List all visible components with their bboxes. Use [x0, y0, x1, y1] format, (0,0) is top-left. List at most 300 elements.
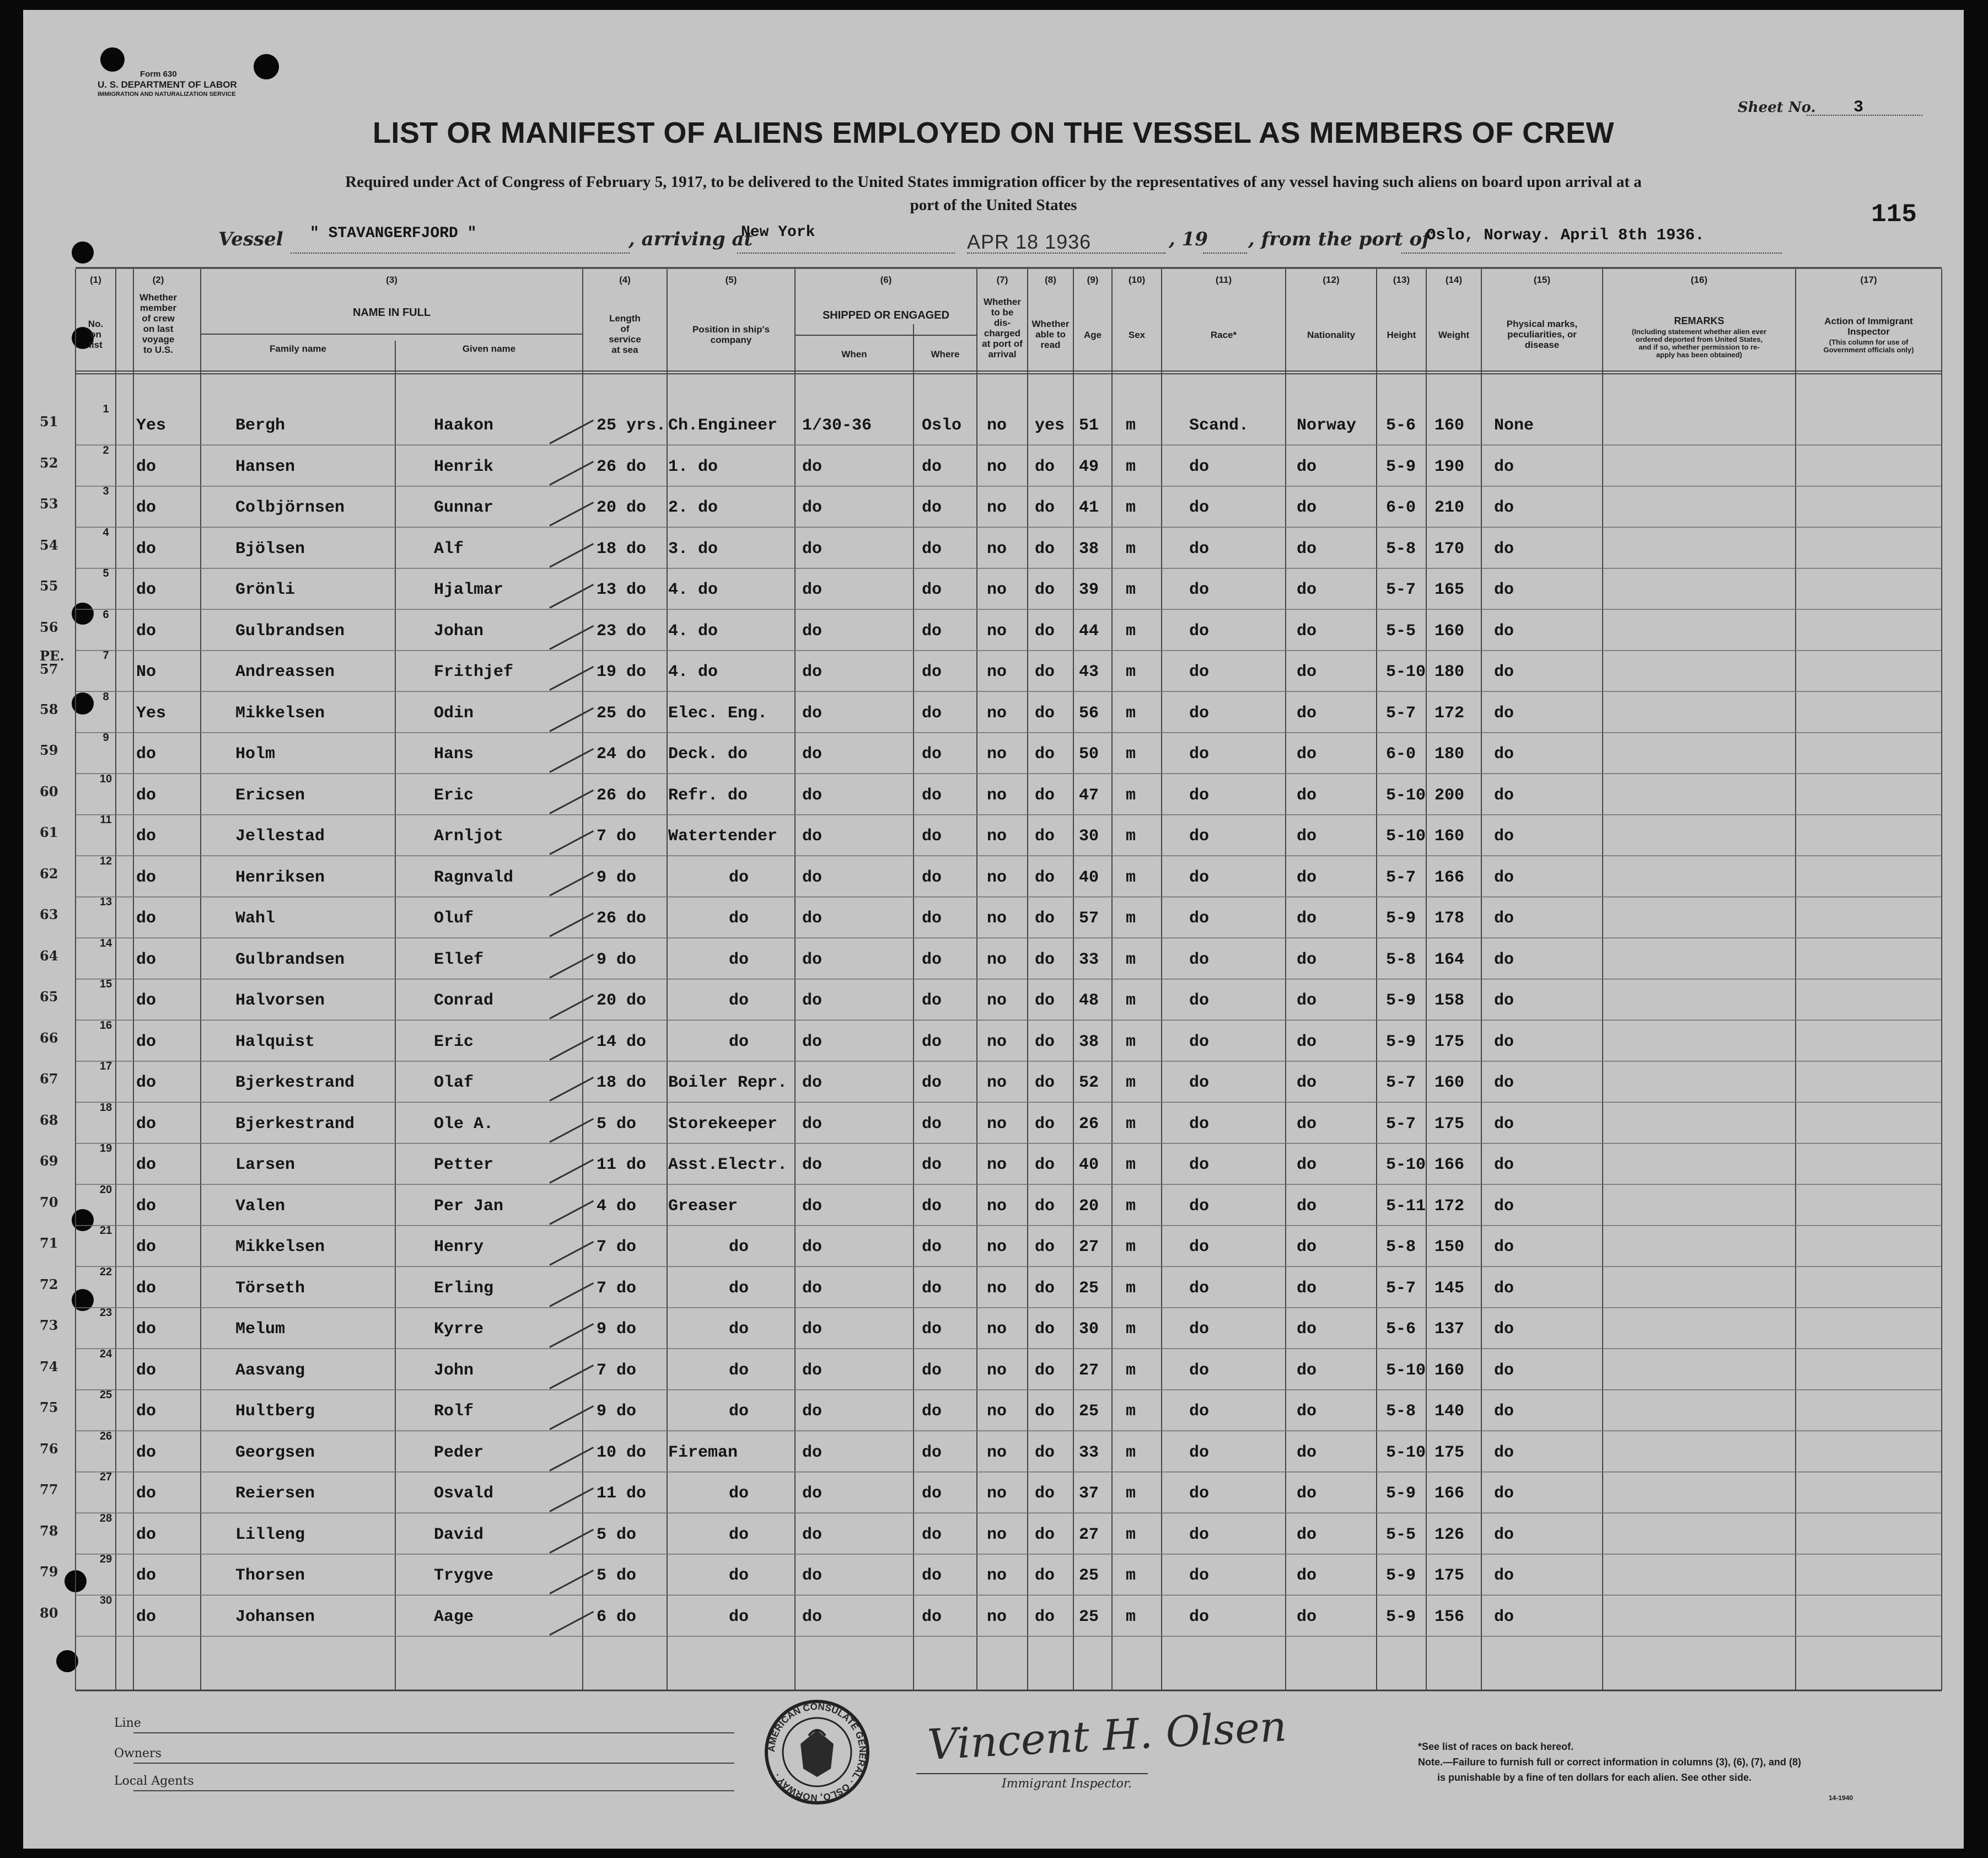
column-label: Action of Immigrant Inspector — [1824, 316, 1913, 337]
age: 43 — [1079, 663, 1099, 681]
height: 5-6 — [1386, 1320, 1416, 1339]
able-to-read: do — [1035, 581, 1055, 599]
list-number: 23 — [99, 1307, 112, 1319]
family-name: Wahl — [235, 909, 276, 928]
list-number: 20 — [99, 1183, 112, 1196]
shipped-where: do — [922, 1073, 942, 1092]
weight: 178 — [1434, 909, 1465, 928]
column-label: Nationality — [1307, 330, 1355, 340]
weight: 160 — [1434, 1361, 1465, 1380]
discharged-at-arrival: no — [987, 1279, 1007, 1298]
nationality: do — [1297, 786, 1317, 805]
shipped-when: do — [802, 868, 823, 887]
family-name: Valen — [235, 1196, 286, 1216]
margin-line-number: 61 — [40, 824, 58, 840]
length-of-service: 18 do — [597, 539, 647, 559]
nationality: do — [1297, 1525, 1317, 1544]
physical-marks: do — [1494, 1443, 1514, 1462]
shipped-where: do — [922, 581, 942, 599]
length-of-service: 18 do — [597, 1073, 647, 1092]
length-of-service: 11 do — [597, 1484, 647, 1503]
margin-line-number: 74 — [40, 1358, 58, 1374]
prev-voyage: do — [136, 950, 157, 969]
able-to-read: do — [1035, 1525, 1055, 1544]
prev-voyage: do — [136, 909, 157, 928]
height: 5-8 — [1386, 1238, 1416, 1256]
length-of-service: 24 do — [597, 745, 647, 764]
nationality: do — [1297, 539, 1317, 559]
able-to-read: do — [1035, 909, 1055, 928]
given-name: Osvald — [434, 1484, 494, 1503]
ship-position: Elec. Eng. — [668, 704, 768, 723]
column-label: No. on list — [88, 319, 104, 350]
height: 5-5 — [1386, 1525, 1416, 1544]
physical-marks: do — [1494, 663, 1514, 681]
ship-position: Deck. do — [668, 745, 748, 764]
nationality: do — [1297, 457, 1317, 476]
sex: m — [1126, 950, 1136, 969]
race: do — [1189, 1402, 1210, 1421]
race: do — [1189, 1443, 1210, 1462]
column-number: (6) — [880, 275, 892, 285]
height: 5-7 — [1386, 868, 1416, 887]
margin-line-number: 64 — [40, 947, 58, 964]
shipped-when: do — [802, 991, 823, 1010]
column-label: Whether member of crew on last voyage to U.S. — [139, 292, 177, 355]
inspector-signature: Vincent H. Olsen — [926, 1701, 1288, 1770]
shipped-where: do — [922, 1443, 942, 1462]
shipped-when: do — [802, 827, 823, 846]
weight: 150 — [1434, 1238, 1465, 1256]
weight: 175 — [1434, 1443, 1465, 1462]
given-name: Trygve — [434, 1566, 494, 1585]
column-sub-label: When — [841, 349, 867, 359]
list-number: 9 — [103, 732, 109, 744]
nationality: do — [1297, 1279, 1317, 1298]
shipped-when: do — [802, 1196, 823, 1216]
race: do — [1189, 1196, 1210, 1216]
margin-line-number: 77 — [40, 1481, 58, 1497]
age: 25 — [1079, 1279, 1099, 1298]
margin-line-number: 60 — [40, 783, 58, 799]
column-label: SHIPPED OR ENGAGED — [822, 309, 950, 321]
length-of-service: 10 do — [597, 1443, 647, 1462]
shipped-where: do — [922, 991, 942, 1010]
ship-position: do — [729, 1279, 749, 1298]
immigrant-inspector-label: Immigrant Inspector. — [1002, 1777, 1132, 1791]
ship-position: do — [729, 1484, 749, 1503]
weight: 140 — [1434, 1402, 1465, 1421]
discharged-at-arrival: no — [987, 581, 1007, 599]
weight: 164 — [1434, 950, 1465, 969]
given-name: Kyrre — [434, 1320, 484, 1339]
height: 5-9 — [1386, 1032, 1416, 1051]
race: do — [1189, 950, 1210, 969]
margin-line-number: 71 — [40, 1235, 58, 1251]
given-name: Oluf — [434, 909, 474, 928]
sex: m — [1126, 663, 1136, 681]
shipped-when: do — [802, 1073, 823, 1092]
physical-marks: do — [1494, 745, 1514, 764]
column-label: Whether to be dis- charged at port of arrival — [982, 297, 1023, 359]
physical-marks: None — [1494, 416, 1534, 435]
ship-position: do — [729, 1032, 749, 1051]
column-label: Whether able to read — [1031, 319, 1070, 350]
physical-marks: do — [1494, 991, 1514, 1010]
physical-marks: do — [1494, 457, 1514, 476]
given-name: Gunnar — [434, 498, 494, 517]
shipped-where: do — [922, 498, 942, 517]
discharged-at-arrival: no — [987, 868, 1007, 887]
race: do — [1189, 581, 1210, 599]
list-number: 17 — [99, 1060, 112, 1072]
ship-position: do — [729, 1361, 749, 1380]
prev-voyage: do — [136, 1525, 157, 1544]
column-number: (1) — [90, 275, 101, 285]
prev-voyage: do — [136, 498, 157, 517]
sex: m — [1126, 1032, 1136, 1051]
list-number: 13 — [99, 896, 112, 908]
able-to-read: do — [1035, 457, 1055, 476]
weight: 175 — [1434, 1032, 1465, 1051]
race: do — [1189, 786, 1210, 805]
form-number: Form 630 — [140, 69, 177, 79]
vessel-name: " STAVANGERFJORD " — [310, 225, 477, 242]
given-name: Aage — [434, 1607, 474, 1626]
vessel-label: Vessel — [218, 228, 283, 250]
discharged-at-arrival: no — [987, 539, 1007, 559]
age: 27 — [1079, 1525, 1099, 1544]
ship-position: do — [729, 909, 749, 928]
ship-position: do — [729, 1402, 749, 1421]
given-name: Haakon — [434, 416, 494, 435]
ship-position: Greaser — [668, 1196, 738, 1216]
able-to-read: do — [1035, 745, 1055, 764]
age: 37 — [1079, 1484, 1099, 1503]
length-of-service: 14 do — [597, 1032, 647, 1051]
nationality: do — [1297, 1443, 1317, 1462]
column-number: (3) — [386, 275, 397, 285]
print-code: 14-1940 — [1829, 1794, 1853, 1802]
height: 6-0 — [1386, 498, 1416, 517]
shipped-where: do — [922, 1320, 942, 1339]
subtitle-line-2: port of the United States — [910, 196, 1077, 214]
discharged-at-arrival: no — [987, 1525, 1007, 1544]
age: 56 — [1079, 704, 1099, 723]
shipped-where: do — [922, 1032, 942, 1051]
race: do — [1189, 1114, 1210, 1134]
height: 6-0 — [1386, 745, 1416, 764]
given-name: Alf — [434, 539, 464, 559]
margin-line-number: 54 — [40, 536, 58, 553]
race: do — [1189, 498, 1210, 517]
list-number: 2 — [103, 444, 109, 457]
sex: m — [1126, 457, 1136, 476]
nationality: do — [1297, 950, 1317, 969]
departure-port-date: Oslo, Norway. April 8th 1936. — [1426, 226, 1705, 244]
age: 33 — [1079, 1443, 1099, 1462]
weight: 166 — [1434, 1484, 1465, 1503]
shipped-when: do — [802, 539, 823, 559]
weight: 160 — [1434, 621, 1465, 641]
length-of-service: 9 do — [597, 1402, 637, 1421]
weight: 165 — [1434, 581, 1465, 599]
shipped-when: do — [802, 498, 823, 517]
sex: m — [1126, 745, 1136, 764]
sex: m — [1126, 1156, 1136, 1174]
length-of-service: 9 do — [597, 950, 637, 969]
shipped-where: do — [922, 539, 942, 559]
ship-position: Boiler Repr. — [668, 1073, 788, 1092]
weight: 126 — [1434, 1525, 1465, 1544]
list-number: 14 — [99, 937, 112, 949]
family-name: Thorsen — [235, 1566, 305, 1585]
able-to-read: do — [1035, 1032, 1055, 1051]
given-name: Frithjef — [434, 663, 514, 681]
able-to-read: do — [1035, 1484, 1055, 1503]
consulate-seal — [762, 1697, 872, 1807]
list-number: 24 — [99, 1347, 112, 1360]
margin-line-number: 63 — [40, 906, 58, 922]
shipped-when: do — [802, 1443, 823, 1462]
manifest-sheet — [23, 10, 1964, 1849]
physical-marks: do — [1494, 1238, 1514, 1256]
physical-marks: do — [1494, 621, 1514, 641]
discharged-at-arrival: no — [987, 1402, 1007, 1421]
able-to-read: do — [1035, 1114, 1055, 1134]
family-name: Bjölsen — [235, 539, 305, 559]
family-name: Andreassen — [235, 663, 335, 681]
length-of-service: 26 do — [597, 457, 647, 476]
race-note: *See list of races on back hereof. — [1418, 1741, 1574, 1752]
column-note: (Including statement whether alien ever ordered deported from United States, and if so, whether permission to re- apply has been obtained) — [1631, 327, 1767, 359]
length-of-service: 7 do — [597, 1238, 637, 1256]
column-number: (5) — [725, 275, 737, 285]
sex: m — [1126, 539, 1136, 559]
fine-note-2: is punishable by a fine of ten dollars for each alien. See other side. — [1437, 1772, 1752, 1783]
given-name: Ole A. — [434, 1114, 494, 1134]
given-name: Johan — [434, 621, 484, 641]
ship-position: 4. do — [668, 663, 718, 681]
column-label: Weight — [1438, 330, 1470, 340]
length-of-service: 20 do — [597, 498, 647, 517]
physical-marks: do — [1494, 1196, 1514, 1216]
sex: m — [1126, 991, 1136, 1010]
shipped-when: do — [802, 581, 823, 599]
margin-line-number: 67 — [40, 1071, 58, 1087]
column-number: (16) — [1690, 275, 1708, 285]
given-name: Eric — [434, 1032, 474, 1051]
height: 5-11 — [1386, 1196, 1426, 1216]
race: do — [1189, 1238, 1210, 1256]
sex: m — [1126, 1279, 1136, 1298]
discharged-at-arrival: no — [987, 1156, 1007, 1174]
shipped-when: do — [802, 1361, 823, 1380]
family-name: Hansen — [235, 457, 295, 476]
able-to-read: do — [1035, 1320, 1055, 1339]
length-of-service: 25 do — [597, 704, 647, 723]
physical-marks: do — [1494, 909, 1514, 928]
list-number: 30 — [99, 1594, 112, 1607]
discharged-at-arrival: no — [987, 991, 1007, 1010]
sheet-label: Sheet No. — [1738, 99, 1816, 116]
column-number: (12) — [1323, 275, 1340, 285]
ship-position: 2. do — [668, 498, 718, 517]
sex: m — [1126, 1196, 1136, 1216]
race: do — [1189, 1566, 1210, 1585]
age: 30 — [1079, 827, 1099, 846]
race: do — [1189, 868, 1210, 887]
shipped-when: do — [802, 457, 823, 476]
age: 25 — [1079, 1566, 1099, 1585]
arrival-date-stamp: APR 18 1936 — [967, 230, 1092, 253]
shipped-where: do — [922, 1484, 942, 1503]
discharged-at-arrival: no — [987, 498, 1007, 517]
line-label: Line — [114, 1716, 141, 1730]
nationality: do — [1297, 1114, 1317, 1134]
nationality: do — [1297, 1484, 1317, 1503]
column-number: (11) — [1215, 275, 1232, 285]
family-name: Bergh — [235, 416, 286, 435]
shipped-when: do — [802, 1525, 823, 1544]
height: 5-9 — [1386, 991, 1416, 1010]
able-to-read: do — [1035, 704, 1055, 723]
age: 33 — [1079, 950, 1099, 969]
shipped-where: do — [922, 1238, 942, 1256]
weight: 137 — [1434, 1320, 1465, 1339]
height: 5-7 — [1386, 1073, 1416, 1092]
local-agents-label: Local Agents — [114, 1774, 194, 1788]
margin-line-number: 72 — [40, 1276, 58, 1292]
nationality: do — [1297, 1156, 1317, 1174]
able-to-read: do — [1035, 868, 1055, 887]
able-to-read: do — [1035, 1607, 1055, 1626]
discharged-at-arrival: no — [987, 1443, 1007, 1462]
height: 5-7 — [1386, 704, 1416, 723]
list-number: 10 — [99, 772, 112, 785]
ship-position: Fireman — [668, 1443, 738, 1462]
column-label: Physical marks, peculiarities, or disease — [1506, 319, 1578, 350]
race: do — [1189, 1279, 1210, 1298]
margin-line-number: 79 — [40, 1564, 58, 1580]
arriving-label: , arriving at — [628, 228, 753, 250]
height: 5-9 — [1386, 1484, 1416, 1503]
given-name: Erling — [434, 1279, 494, 1298]
shipped-when: do — [802, 1156, 823, 1174]
height: 5-7 — [1386, 581, 1416, 599]
given-name: Petter — [434, 1156, 494, 1174]
physical-marks: do — [1494, 1566, 1514, 1585]
prev-voyage: do — [136, 539, 157, 559]
prev-voyage: do — [136, 581, 157, 599]
discharged-at-arrival: no — [987, 827, 1007, 846]
margin-line-number: 78 — [40, 1522, 58, 1539]
given-name: Ellef — [434, 950, 484, 969]
family-name: Halquist — [235, 1032, 315, 1051]
able-to-read: do — [1035, 1156, 1055, 1174]
year-label: , 19 — [1169, 228, 1208, 250]
shipped-where: do — [922, 1279, 942, 1298]
able-to-read: do — [1035, 621, 1055, 641]
able-to-read: yes — [1035, 416, 1065, 435]
race: do — [1189, 1361, 1210, 1380]
weight: 158 — [1434, 991, 1465, 1010]
discharged-at-arrival: no — [987, 1032, 1007, 1051]
nationality: do — [1297, 1361, 1317, 1380]
discharged-at-arrival: no — [987, 1073, 1007, 1092]
shipped-when: do — [802, 745, 823, 764]
family-name: Bjerkestrand — [235, 1073, 355, 1092]
family-name: Törseth — [235, 1279, 305, 1298]
margin-line-number: 73 — [40, 1317, 58, 1333]
list-number: 8 — [103, 690, 109, 703]
weight: 180 — [1434, 663, 1465, 681]
physical-marks: do — [1494, 1402, 1514, 1421]
age: 47 — [1079, 786, 1099, 805]
shipped-where: Oslo — [922, 416, 962, 435]
physical-marks: do — [1494, 704, 1514, 723]
prev-voyage: do — [136, 1196, 157, 1216]
length-of-service: 7 do — [597, 1279, 637, 1298]
race: do — [1189, 621, 1210, 641]
ship-position: do — [729, 1320, 749, 1339]
family-name: Jellestad — [235, 827, 325, 846]
given-name: Ragnvald — [434, 868, 514, 887]
weight: 200 — [1434, 786, 1465, 805]
physical-marks: do — [1494, 1525, 1514, 1544]
age: 27 — [1079, 1238, 1099, 1256]
shipped-when: do — [802, 909, 823, 928]
physical-marks: do — [1494, 1607, 1514, 1626]
list-number: 4 — [103, 526, 109, 539]
length-of-service: 25 yrs. — [597, 416, 667, 435]
height: 5-8 — [1386, 950, 1416, 969]
shipped-when: do — [802, 950, 823, 969]
margin-line-number: 80 — [40, 1604, 58, 1621]
family-name: Halvorsen — [235, 991, 325, 1010]
height: 5-5 — [1386, 621, 1416, 641]
weight: 180 — [1434, 745, 1465, 764]
family-name: Gulbrandsen — [235, 950, 345, 969]
nationality: do — [1297, 663, 1317, 681]
able-to-read: do — [1035, 1361, 1055, 1380]
discharged-at-arrival: no — [987, 663, 1007, 681]
prev-voyage: do — [136, 1156, 157, 1174]
physical-marks: do — [1494, 1156, 1514, 1174]
length-of-service: 5 do — [597, 1114, 637, 1134]
race: do — [1189, 1320, 1210, 1339]
race: do — [1189, 1525, 1210, 1544]
shipped-when: do — [802, 1402, 823, 1421]
physical-marks: do — [1494, 1320, 1514, 1339]
nationality: do — [1297, 704, 1317, 723]
ship-position: Storekeeper — [668, 1114, 778, 1134]
age: 30 — [1079, 1320, 1099, 1339]
prev-voyage: No — [136, 663, 157, 681]
column-label: REMARKS — [1674, 315, 1724, 326]
shipped-where: do — [922, 621, 942, 641]
family-name: Johansen — [235, 1607, 315, 1626]
given-name: Olaf — [434, 1073, 474, 1092]
column-number: (9) — [1087, 275, 1099, 285]
ship-position: do — [729, 950, 749, 969]
family-name: Bjerkestrand — [235, 1114, 355, 1134]
age: 57 — [1079, 909, 1099, 928]
shipped-where: do — [922, 827, 942, 846]
list-number: 28 — [99, 1512, 112, 1524]
prev-voyage: do — [136, 1443, 157, 1462]
height: 5-9 — [1386, 457, 1416, 476]
